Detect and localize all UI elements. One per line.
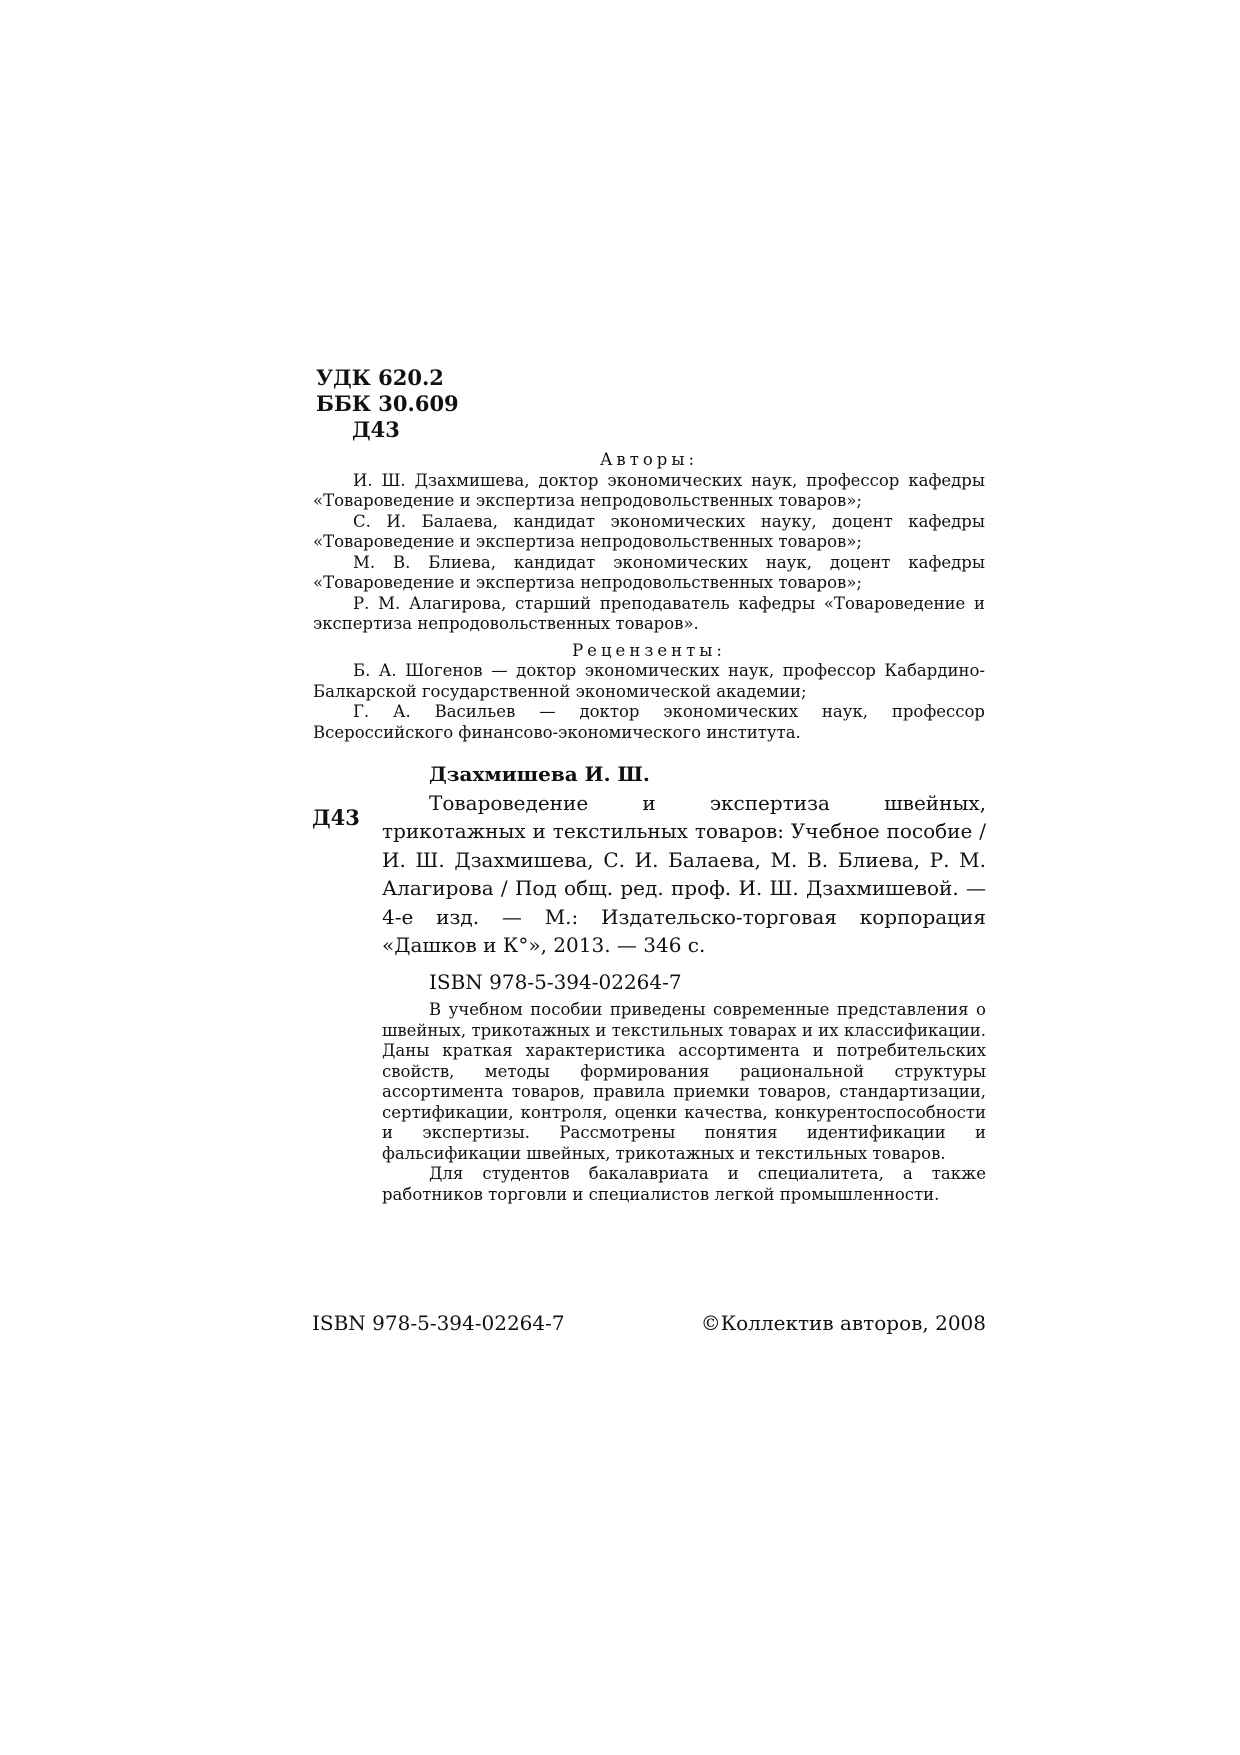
author-entry-1: И. Ш. Дзахмишева, доктор экономических наук, профессор кафедры «Товароведение и экспертиза непродовольственных товаров»; xyxy=(313,470,985,510)
bbk-code: ББК 30.609 xyxy=(316,391,459,416)
reviewer-entry-1: Б. А. Шогенов — доктор экономических наук, профессор Кабардино-Балкарской государственной экономической академии; xyxy=(313,661,985,701)
udk-code: УДК 620.2 xyxy=(316,365,444,390)
author-entry-2: С. И. Балаева, кандидат экономических науку, доцент кафедры «Товароведение и экспертиза непродовольственных товаров»; xyxy=(313,511,985,551)
credits-block xyxy=(313,450,985,743)
biblio-sigla: Д43 xyxy=(312,805,360,830)
annotation-paragraph-2: Для студентов бакалавриата и специалитета, а также работников торговли и специалистов легкой промышленности. xyxy=(382,1164,986,1204)
author-entry-4: Р. М. Алагирова, старший преподаватель кафедры «Товароведение и экспертиза непродовольственных товаров». xyxy=(313,593,985,633)
reviewer-entry-2: Г. А. Васильев — доктор экономических наук, профессор Всероссийского финансово-экономического института. xyxy=(313,702,985,742)
author-entry-3: М. В. Блиева, кандидат экономических наук, доцент кафедры «Товароведение и экспертиза непродовольственных товаров»; xyxy=(313,552,985,592)
annotation-paragraph-1: В учебном пособии приведены современные представления о швейных, трикотажных и текстильных товарах и их классификации. Даны краткая характеристика ассортимента и потребительских свойств, методы формирования рациональной структуры ассортимента товаров, правила приемки товаров, стандартизации, сертификации, контроля, оценки качества, конкурентоспособности и экспертизы. Рассмотрены понятия идентификации и фальсификации швейных, трикотажных и текстильных товаров. xyxy=(382,1000,986,1163)
biblio-isbn: ISBN 978-5-394-02264-7 xyxy=(429,969,682,994)
footer-isbn: ISBN 978-5-394-02264-7 xyxy=(312,1311,565,1335)
footer-copyright: ©Коллектив авторов, 2008 xyxy=(700,1311,986,1335)
author-sigla: Д43 xyxy=(352,417,400,442)
classification-block xyxy=(316,365,459,443)
biblio-description: Товароведение и экспертиза швейных, трикотажных и текстильных товаров: Учебное пособие / И. Ш. Дзахмишева, С. И. Балаева, М. В. Блиева, Р. М. Алагирова / Под общ. ред. проф. И. Ш. Дзахмишевой. — 4-е изд. — М.: Издательско-торговая корпорация «Дашков и К°», 2013. — 346 с. xyxy=(382,790,986,957)
authors-heading: Авторы: xyxy=(599,450,699,469)
bibliographic-record xyxy=(382,760,986,996)
biblio-author: Дзахмишева И. Ш. xyxy=(429,762,650,786)
reviewers-heading: Рецензенты: xyxy=(572,640,726,660)
annotation xyxy=(382,1000,986,1205)
